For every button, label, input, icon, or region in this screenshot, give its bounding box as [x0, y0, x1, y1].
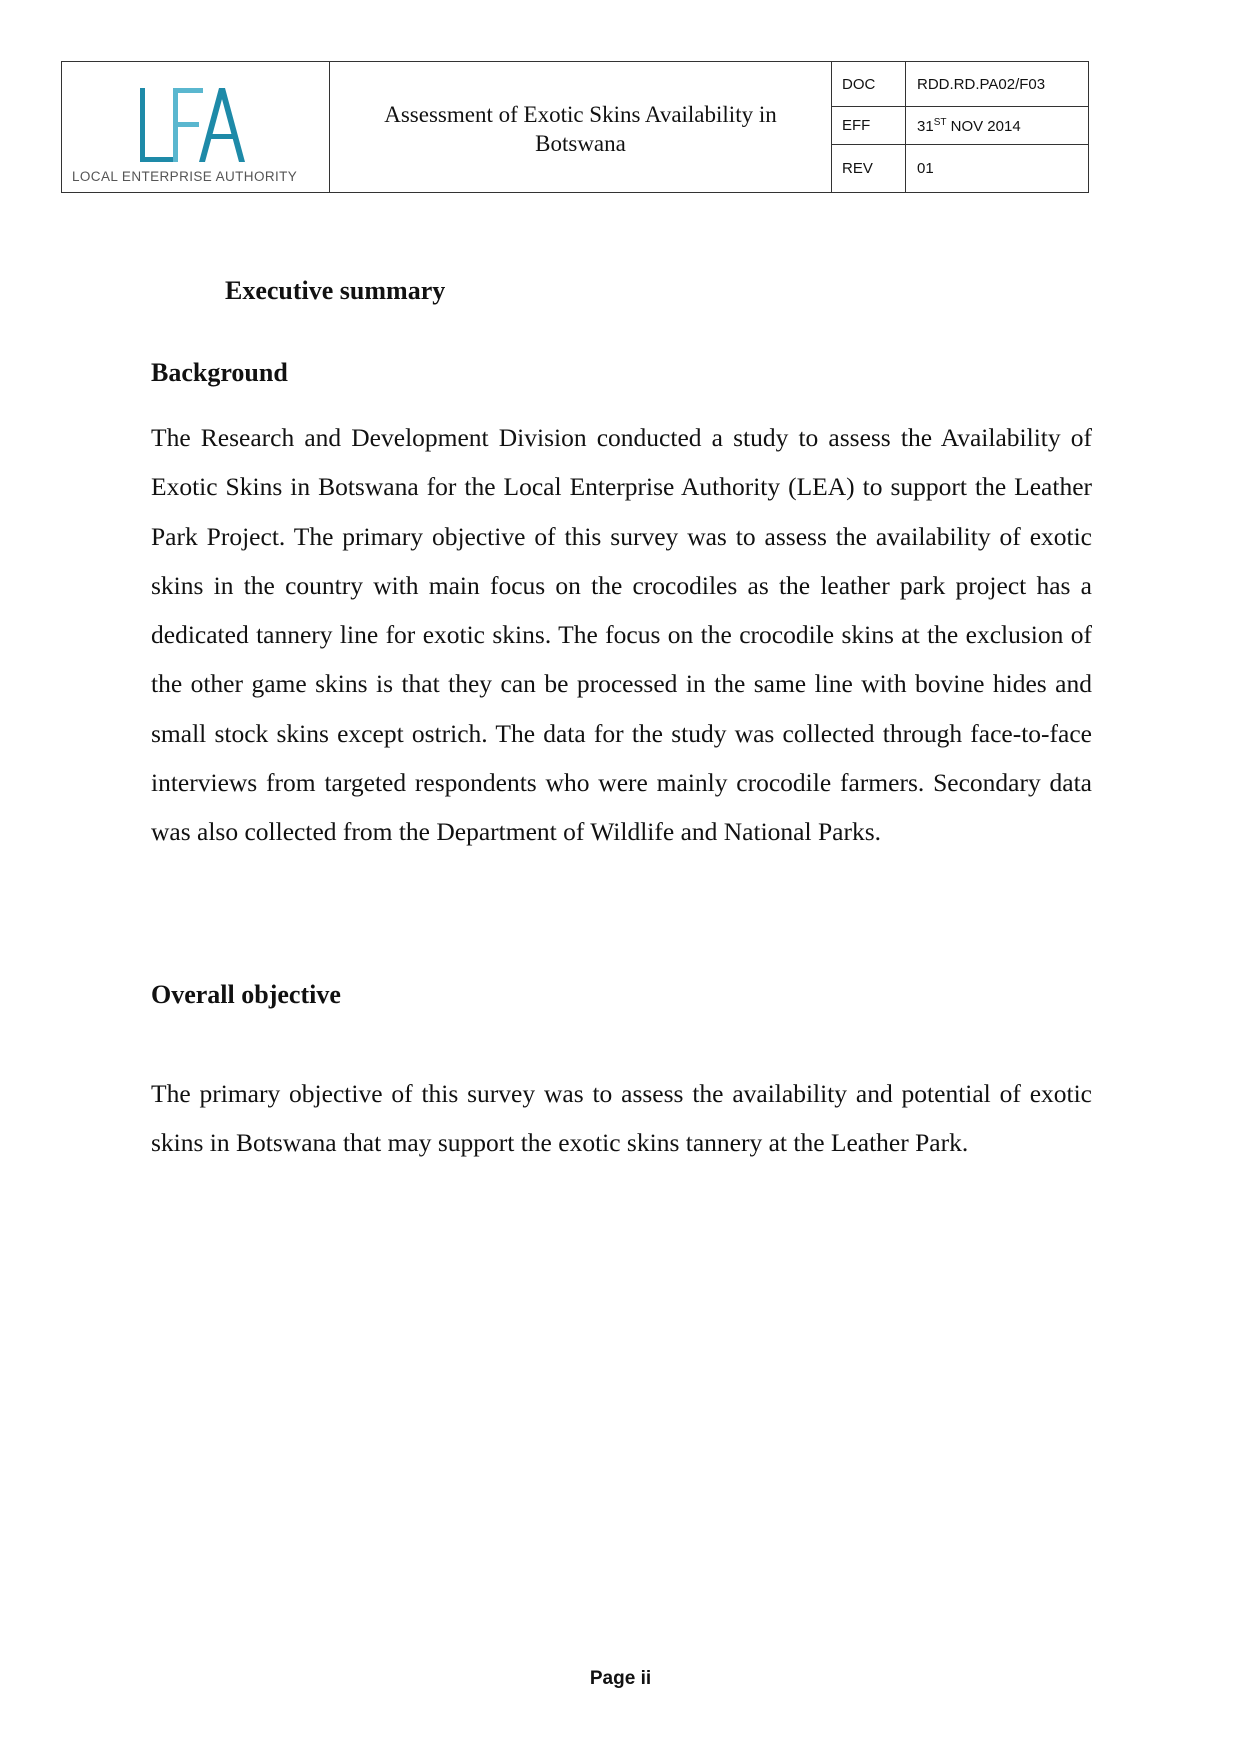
rev-label: REV — [832, 145, 906, 192]
meta-row-eff — [832, 107, 1088, 145]
logo-letter-a-bar — [207, 134, 237, 139]
background-paragraph: The Research and Development Division conducted a study to assess the Availability of Exotic Skins in Botswana for the Local Enterprise Authority (LEA) to support the Leather Park Project. The primary objective of this survey was to assess the availability of exotic skins in the country with main focus on the crocodiles as the leather park project has a dedicated tannery line for exotic skins. The focus on the crocodile skins at the exclusion of the other game skins is that they can be processed in the same line with bovine hides and small stock skins except ostrich. The data for the study was collected through face-to-face interviews from targeted respondents who were mainly crocodile farmers. Secondary data was also collected from the Department of Wildlife and National Parks. — [151, 423, 1092, 847]
doc-label: DOC — [832, 62, 906, 106]
eff-value — [906, 117, 1088, 135]
meta-row-rev — [832, 145, 1088, 192]
eff-rest: NOV 2014 — [946, 117, 1021, 135]
logo-letter-l-base — [140, 157, 178, 162]
eff-suffix: ST — [933, 116, 947, 128]
logo-caption: LOCAL ENTERPRISE AUTHORITY — [72, 169, 298, 184]
logo-cell — [62, 62, 330, 192]
document-title: Assessment of Exotic Skins Availability in Botswana — [330, 62, 832, 192]
lea-logo — [137, 86, 267, 170]
eff-label: EFF — [832, 107, 906, 144]
document-meta — [832, 62, 1088, 192]
eff-day: 31 — [917, 117, 934, 135]
logo-letter-l-stem — [140, 88, 145, 162]
logo-letter-e-mid — [173, 122, 199, 127]
logo-letter-a-left — [199, 88, 225, 162]
logo-letter-a-right — [219, 88, 245, 162]
executive-summary-heading: Executive summary — [225, 276, 446, 305]
objective-paragraph: The primary objective of this survey was to assess the availability and potential of exotic skins in Botswana that may support the exotic skins tannery at the Leather Park. — [151, 1079, 1092, 1158]
logo-letter-e-top — [173, 88, 203, 93]
rev-value: 01 — [917, 160, 934, 177]
meta-row-doc — [832, 62, 1088, 107]
document-header — [61, 61, 1089, 193]
background-heading: Background — [151, 358, 288, 387]
overall-objective-heading: Overall objective — [151, 980, 341, 1009]
doc-value: RDD.RD.PA02/F03 — [917, 75, 1046, 93]
page-number: Page ii — [589, 1668, 652, 1689]
